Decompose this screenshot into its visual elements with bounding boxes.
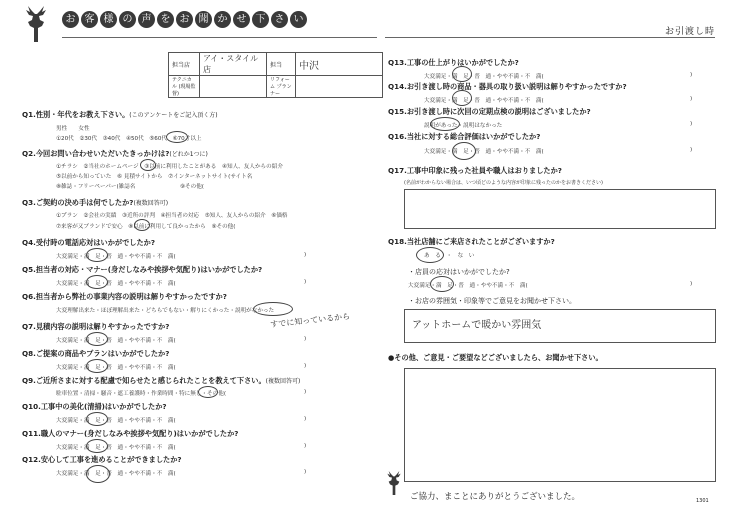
q9-answer-circle — [198, 386, 218, 398]
q16-scale: 大変満足・満 足・普 通・やや不満・不 満( — [424, 149, 544, 155]
q3-title: Q3.ご契約の決め手は何でしたか?(複数回答可) — [22, 198, 169, 207]
survey-title — [62, 11, 307, 33]
q18-staff-circle — [430, 276, 454, 292]
q5-title: Q5.担当者の対応・マナー(身だしなみや挨拶や気配り)はいかがでしたか? — [22, 265, 263, 274]
q2-options-3: ⑧雑誌・フリーペーパー(雑誌名 — [56, 184, 136, 190]
q18-atmosphere-question: ・お店の雰囲気・印象等でご意見をお聞かせ下さい。 — [408, 297, 576, 305]
q18-handwritten-answer: アットホームで暖かい雰囲気 — [412, 320, 542, 331]
q16-answer-circle — [452, 142, 476, 160]
title-char-bubble: 聞 — [195, 11, 212, 28]
q4-answer-circle — [86, 248, 108, 262]
form-code: 1301 — [696, 498, 709, 504]
staff-value-person: 中沢 — [296, 53, 383, 76]
title-char-bubble: さ — [271, 11, 288, 28]
thanks-message: ご協力、まことにありがとうございました。 — [410, 492, 581, 502]
q5-answer-circle — [86, 275, 108, 289]
q2-options-2: ⑤以前から知っていた ⑥ 見積サイトから ⑦インターネットサイト(サイト名 — [56, 174, 253, 180]
q11-title: Q11.職人のマナー(身だしなみや挨拶や気配り)はいかがでしたか? — [22, 429, 239, 438]
title-char-bubble: お — [176, 11, 193, 28]
title-char-bubble: い — [290, 11, 307, 28]
q15-title: Q15.お引き渡し時に次回の定期点検の説明はございましたか? — [388, 107, 591, 116]
q6-answer-circle — [253, 302, 293, 316]
staff-value-store: アイ・スタイル店 — [200, 53, 267, 76]
deer-logo-icon — [18, 4, 54, 44]
q10-answer-circle — [86, 412, 108, 426]
q18-options: あ る ・ な い — [424, 253, 475, 259]
q14-title: Q14.お引き渡し時の商品・器具の取り扱い説明は解りやすかったですか? — [388, 82, 627, 91]
q2-options-1: ①チラシ ②当社のホームページ ③以前に利用したことがある ④知人、友人からの紹介 — [56, 164, 283, 170]
q6-options: 大変理解出来た・ほぼ理解出来た・どちらでもない・解りにくかった・説明がなかった — [56, 308, 275, 314]
q17-answer-box — [404, 189, 716, 229]
title-char-bubble: 様 — [100, 11, 117, 28]
title-char-bubble: 下 — [252, 11, 269, 28]
other-title: ●その他、ご意見・ご要望などございましたら、お聞かせ下さい。 — [388, 353, 603, 362]
q18-staff-question: ・店員の応対はいかがでしたか? — [408, 268, 510, 276]
q8-title: Q8.ご提案の商品やプランはいかがでしたか? — [22, 349, 170, 358]
deer-footer-icon — [382, 468, 406, 498]
title-char-bubble: お — [62, 11, 79, 28]
q2-options-4: ⑨その他( — [180, 184, 204, 190]
right-page-title: お引渡し時 — [664, 27, 715, 37]
q15-answer-circle — [430, 117, 460, 131]
title-char-bubble: 客 — [81, 11, 98, 28]
q2-title: Q2.今回お問い合わせいただいたきっかけは?(どれか1つに) — [22, 149, 208, 158]
q8-scale: 大変満足・満 足・普 通・やや不満・不 満( — [56, 365, 176, 371]
q14-scale: 大変満足・満 足・普 通・やや不満・不 満( — [424, 98, 544, 104]
q10-scale: 大変満足・満 足・普 通・やや不満・不 満( — [56, 418, 176, 424]
q13-answer-circle — [452, 66, 472, 82]
staff-label-planner: リフォーム プランナー — [267, 76, 296, 98]
staff-label-person: 担当 — [267, 53, 296, 76]
q6-handwritten-note: すでに知っているから — [269, 311, 351, 330]
q13-scale: 大変満足・満 足・普 通・やや不満・不 満( — [424, 74, 544, 80]
q7-title: Q7.見積内容の説明は解りやすかったですか? — [22, 322, 170, 331]
q7-answer-circle — [86, 332, 108, 346]
q4-title: Q4.受付時の電話応対はいかがでしたか? — [22, 238, 156, 247]
q3-options-1: ①プラン ②会社の実績 ③近所の評判 ④担当者の対応 ⑤知人、友人からの紹介 ⑥価格 — [56, 213, 288, 219]
q12-title: Q12.安心して工事を進めることができましたか? — [22, 455, 182, 464]
staff-table — [168, 52, 383, 98]
header-rule-right — [385, 37, 715, 38]
q16-title: Q16.当社に対する総合評価はいかがでしたか? — [388, 132, 541, 141]
q12-scale: 大変満足・満 足・普 通・やや不満・不 満( — [56, 471, 176, 477]
q18-title: Q18.当社店舗にご来店されたことがございますか? — [388, 237, 555, 246]
q7-scale: 大変満足・満 足・普 通・やや不満・不 満( — [56, 338, 176, 344]
q17-title: Q17.工事中印象に残った社員や職人はおりましたか? — [388, 166, 562, 175]
q6-title: Q6.担当者から弊社の事業内容の説明は解りやすかったですか? — [22, 292, 227, 301]
staff-label-technical: テクニカル (現場監督) — [169, 76, 200, 98]
q3-answer-circle — [134, 219, 150, 231]
title-char-bubble: の — [119, 11, 136, 28]
q10-title: Q10.工事中の美化(清掃)はいかがでしたか? — [22, 402, 167, 411]
other-answer-box — [404, 368, 716, 482]
q9-title: Q9.ご近所さまに対する配慮で知らせたと感じられたことを教えて下さい。(複数回答可) — [22, 376, 301, 385]
q12-answer-circle — [86, 465, 110, 483]
q17-subtitle: (名前がわからない場合は、いつ頃どのような内容が印象に残ったのかをお書きください) — [404, 180, 603, 186]
q3-options-2: ⑦来客が又ブランドで安心 ⑧以前に利用して良かったから ⑨その他( — [56, 224, 236, 230]
staff-value-planner — [296, 76, 383, 98]
q13-title: Q13.工事の仕上がりはいかがでしたか? — [388, 58, 519, 67]
title-char-bubble: を — [157, 11, 174, 28]
title-char-bubble: か — [214, 11, 231, 28]
q15-options: 説明があった・説明はなかった — [424, 123, 503, 129]
title-char-bubble: 声 — [138, 11, 155, 28]
header-rule — [62, 37, 377, 38]
q11-answer-circle — [86, 439, 108, 453]
q14-answer-circle — [452, 90, 472, 106]
staff-value-technical — [200, 76, 267, 98]
q18-scale: 大変満足・満 足・普 通・やや不満・不 満( — [408, 283, 528, 289]
q9-options: 駐車位置・清掃・騒音・遮工養護時・作業時間・特に無し・その他( — [56, 391, 226, 397]
q8-answer-circle — [86, 359, 108, 373]
q11-scale: 大変満足・満 足・普 通・やや不満・不 満( — [56, 445, 176, 451]
title-char-bubble: せ — [233, 11, 250, 28]
q1-gender: 男性 女性 — [56, 126, 90, 132]
staff-label-store: 担当店 — [169, 53, 200, 76]
q18-visit-circle — [416, 247, 444, 263]
q1-title: Q1.性別・年代をお教え下さい。(このアンケートをご記入頂く方) — [22, 110, 218, 119]
q5-scale: 大変満足・満 足・普 通・やや不満・不 満( — [56, 281, 176, 287]
q1-ages: ①20代 ②30代 ③40代 ④50代 ⑤60代 ⑥70才以上 — [56, 136, 202, 142]
q1-answer-circle — [166, 131, 188, 143]
q2-answer-circle — [140, 159, 156, 171]
q4-scale: 大変満足・満 足・普 通・やや不満・不 満( — [56, 254, 176, 260]
